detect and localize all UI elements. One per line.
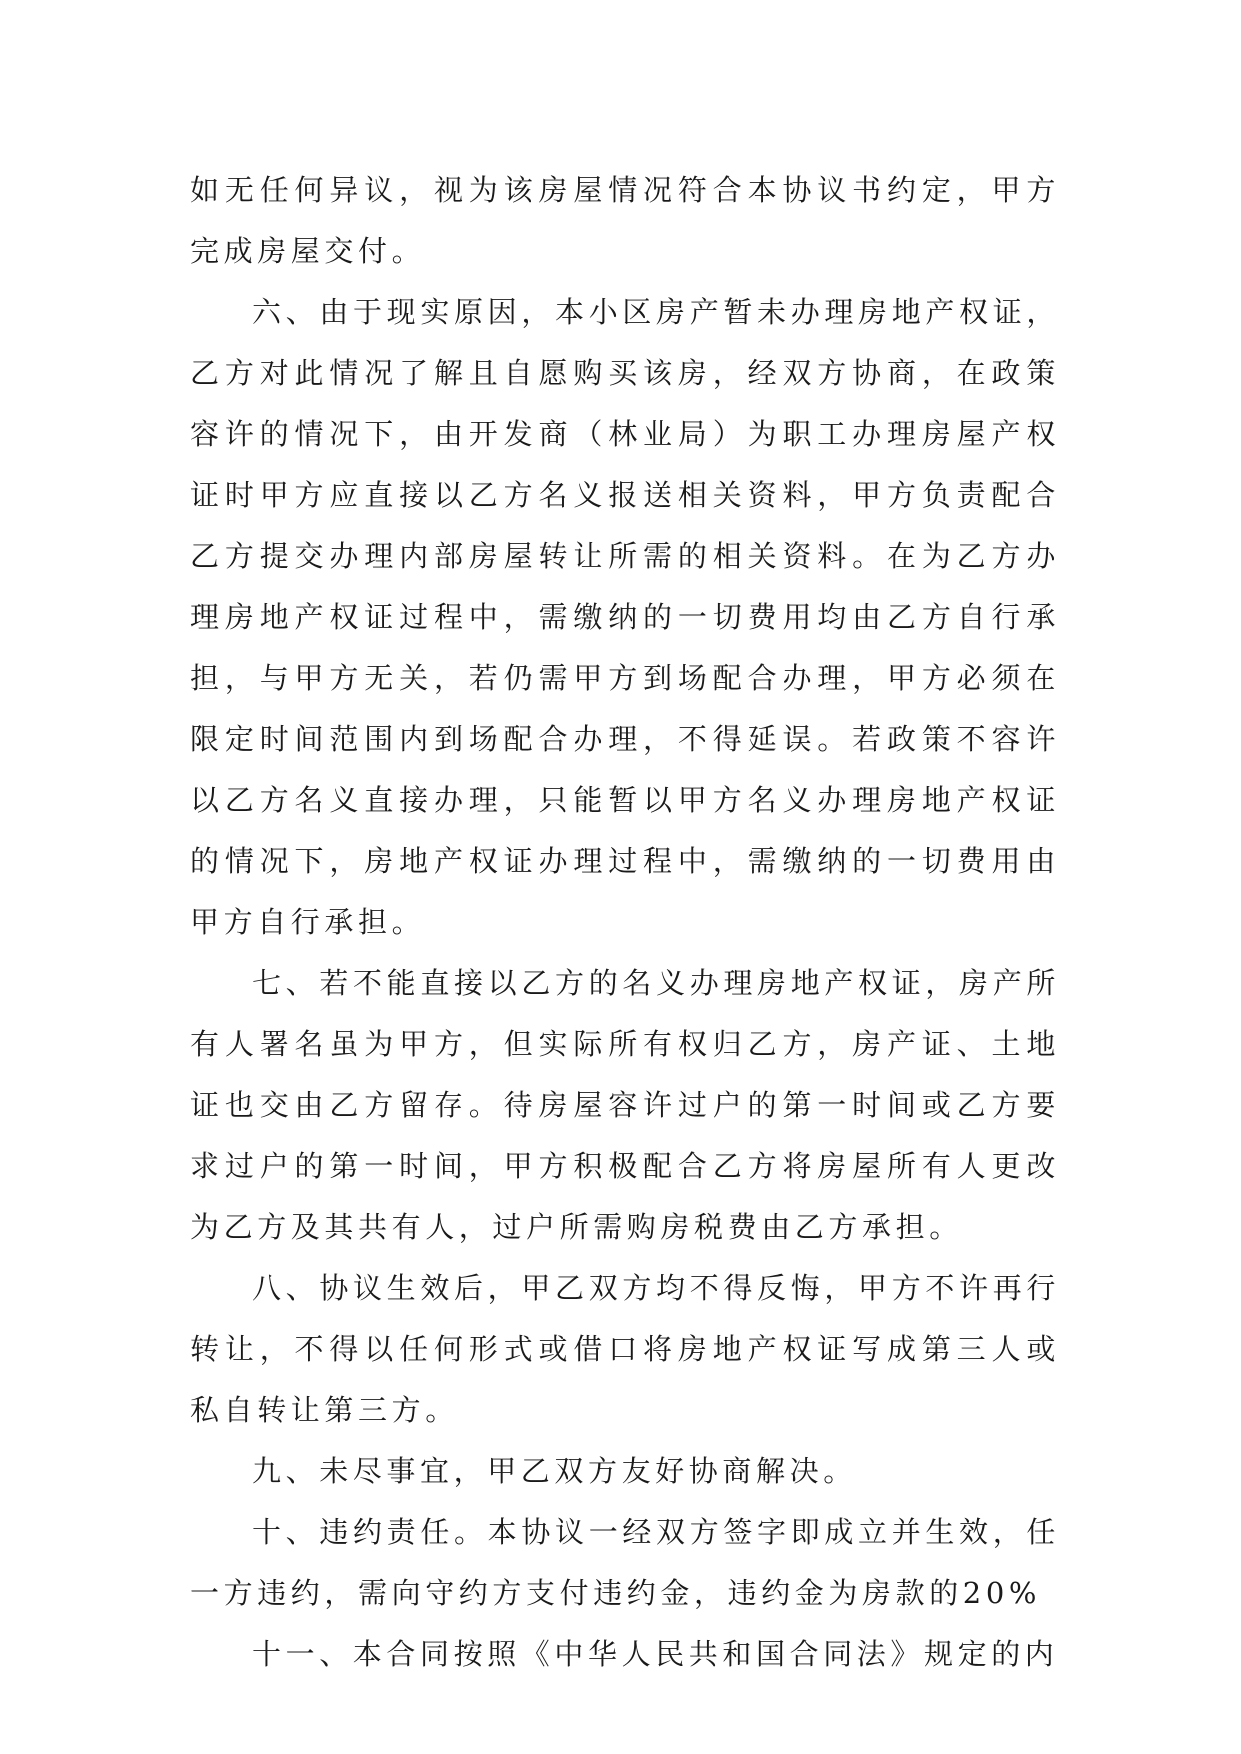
paragraph-clause-8: 八、协议生效后，甲乙双方均不得反悔，甲方不许再行转让，不得以任何形式或借口将房地产权证写成第三人或私自转让第三方。 — [190, 1271, 1060, 1427]
paragraph-delivery-continuation: 如无任何异议，视为该房屋情况符合本协议书约定，甲方完成房屋交付。 — [190, 173, 1060, 268]
paragraph-clause-7: 七、若不能直接以乙方的名义办理房地产权证，房产所有人署名虽为甲方，但实际所有权归乙方，房产证、土地证也交由乙方留存。待房屋容许过户的第一时间或乙方要求过户的第一时间，甲方积极配合乙方将房屋所有人更改为乙方及其共有人，过户所需购房税费由乙方承担。 — [190, 966, 1060, 1244]
paragraph-clause-9: 九、未尽事宜，甲乙双方友好协商解决。 — [252, 1454, 857, 1488]
paragraph-clause-6: 六、由于现实原因，本小区房产暂未办理房地产权证，乙方对此情况了解且自愿购买该房，经双方协商，在政策容许的情况下，由开发商（林业局）为职工办理房屋产权证时甲方应直接以乙方名义报送相关资料，甲方负责配合乙方提交办理内部房屋转让所需的相关资料。在为乙方办理房地产权证过程中，需缴纳的一切费用均由乙方自行承担，与甲方无关，若仍需甲方到场配合办理，甲方必须在限定时间范围内到场配合办理，不得延误。若政策不容许以乙方名义直接办理，只能暂以甲方名义办理房地产权证的情况下，房地产权证办理过程中，需缴纳的一切费用由甲方自行承担。 — [190, 295, 1060, 939]
paragraph-clause-10: 十、违约责任。本协议一经双方签字即成立并生效，任一方违约，需向守约方支付违约金，违约金为房款的20% — [190, 1515, 1060, 1610]
document-body — [190, 160, 1060, 1685]
paragraph-clause-11: 十一、本合同按照《中华人民共和国合同法》规定的内 — [252, 1637, 1059, 1671]
